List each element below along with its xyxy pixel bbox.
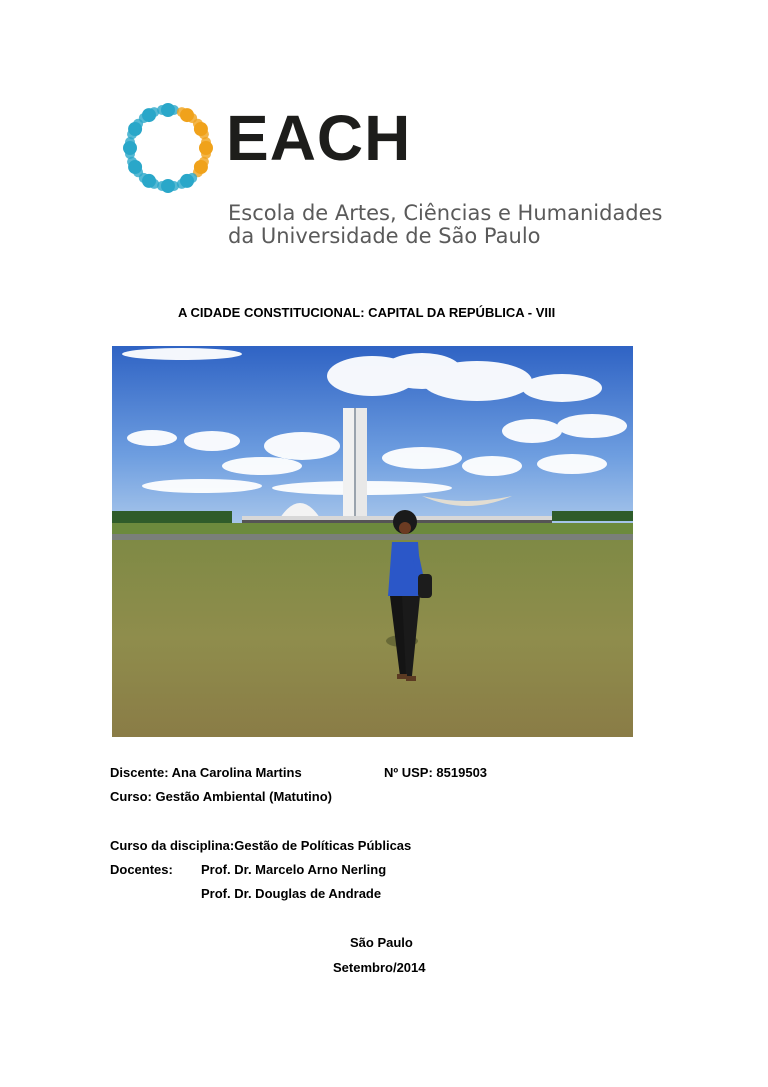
student-name: Discente: Ana Carolina Martins (110, 765, 302, 780)
photo-brasilia-congress-icon (112, 346, 633, 737)
docentes-label: Docentes: (110, 862, 173, 877)
each-logo (112, 92, 672, 252)
logo-subtitle (228, 202, 663, 248)
date: Setembro/2014 (333, 960, 426, 975)
discipline: Curso da disciplina:Gestão de Políticas Públicas (110, 838, 412, 853)
cover-photo (112, 346, 633, 737)
student-course: Curso: Gestão Ambiental (Matutino) (110, 789, 332, 804)
usp-number: Nº USP: 8519503 (384, 765, 488, 780)
document-title: A CIDADE CONSTITUCIONAL: CAPITAL DA REPÚBLICA - VIII (178, 305, 556, 320)
logo-name: EACH (226, 102, 412, 174)
logo-subtitle-line2: da Universidade de São Paulo (228, 224, 541, 248)
each-logo-mark-icon (112, 92, 224, 204)
logo-subtitle-line1: Escola de Artes, Ciências e Humanidades (228, 201, 663, 225)
docente-1: Prof. Dr. Marcelo Arno Nerling (201, 862, 387, 877)
city: São Paulo (350, 935, 413, 950)
docente-2: Prof. Dr. Douglas de Andrade (201, 886, 382, 901)
